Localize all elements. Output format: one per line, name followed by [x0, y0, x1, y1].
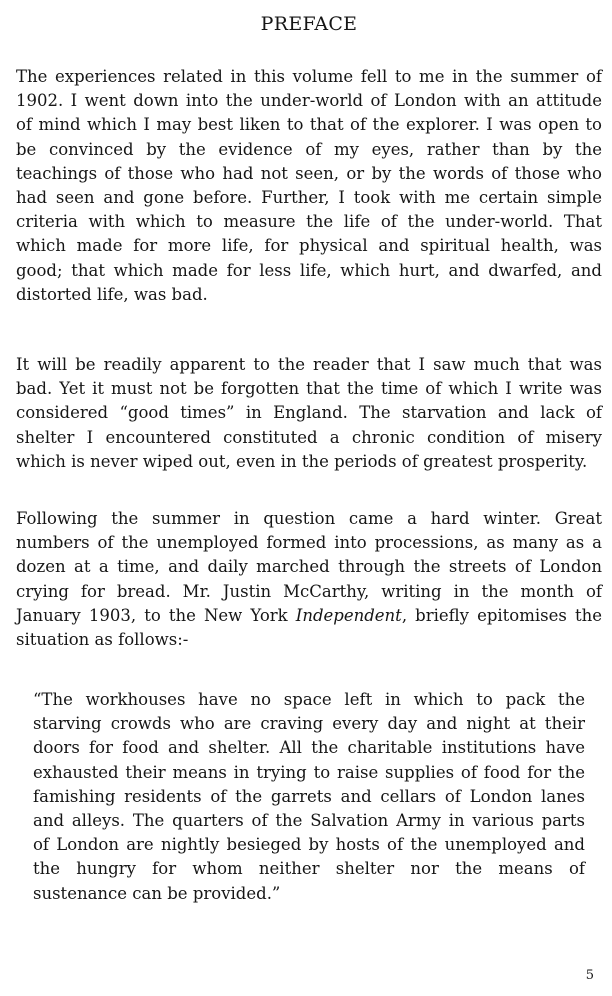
text-line-with-italic: [16, 604, 602, 628]
paragraph-3: [16, 507, 602, 652]
text-segment: , briefly epitomises the: [401, 605, 602, 625]
text-line: criteria with which to measure the life of the under-world. That: [16, 212, 602, 232]
quote-line: sustenance can be provided.”: [33, 883, 281, 903]
book-page: [16, 0, 602, 996]
text-line: dozen at a time, and daily marched through the streets of London: [16, 557, 602, 577]
text-line: which is never wiped out, even in the periods of greatest prosperity.: [16, 451, 588, 471]
text-line: considered “good times” in England. The starvation and lack of: [16, 403, 602, 423]
publication-title: Independent: [295, 605, 402, 625]
paragraph-2: [16, 353, 602, 474]
text-line: which made for more life, for physical and spiritual health, was: [16, 236, 602, 256]
text-line: Following the summer in question came a hard winter. Great: [16, 509, 602, 528]
quote-line: and alleys. The quarters of the Salvation Army in various parts: [33, 811, 585, 831]
text-segment: January 1903, to the New York: [16, 605, 296, 625]
paragraph-1: [16, 65, 602, 307]
quote-line: of London are nightly besieged by hosts of the unemployed and: [33, 835, 585, 855]
quote-line: the hungry for whom neither shelter nor the means of: [33, 859, 585, 879]
page-number: 5: [585, 968, 594, 983]
text-line: numbers of the unemployed formed into processions, as many as a: [16, 533, 602, 553]
text-line: The experiences related in this volume fell to me in the summer of: [16, 67, 602, 86]
page-title: PREFACE: [260, 13, 358, 35]
text-line: crying for bread. Mr. Justin McCarthy, writing in the month of: [16, 581, 602, 601]
text-line: It will be readily apparent to the reader that I saw much that was: [16, 355, 602, 374]
text-line: distorted life, was bad.: [16, 284, 208, 304]
text-line: teachings of those who had not seen, or by the words of those who: [16, 163, 602, 183]
block-quotation: [33, 688, 585, 906]
quote-line: “The workhouses have no space left in which to pack the: [33, 690, 585, 709]
text-line: had seen and gone before. Further, I took with me certain simple: [16, 188, 602, 208]
quote-line: starving crowds who are craving every day and night at their: [33, 714, 585, 734]
text-line: shelter I encountered constituted a chronic condition of misery: [16, 427, 602, 447]
text-line: good; that which made for less life, which hurt, and dwarfed, and: [16, 260, 602, 280]
text-line: bad. Yet it must not be forgotten that the time of which I write was: [16, 379, 602, 399]
quote-line: famishing residents of the garrets and cellars of London lanes: [33, 786, 585, 806]
quote-line: doors for food and shelter. All the charitable institutions have: [33, 738, 585, 758]
text-line: of mind which I may best liken to that of the explorer. I was open to: [16, 115, 602, 135]
text-line: situation as follows:-: [16, 630, 189, 650]
text-line: 1902. I went down into the under-world of London with an attitude: [16, 91, 602, 111]
text-line: be convinced by the evidence of my eyes, rather than by the: [16, 139, 602, 159]
quote-line: exhausted their means in trying to raise supplies of food for the: [33, 762, 585, 782]
